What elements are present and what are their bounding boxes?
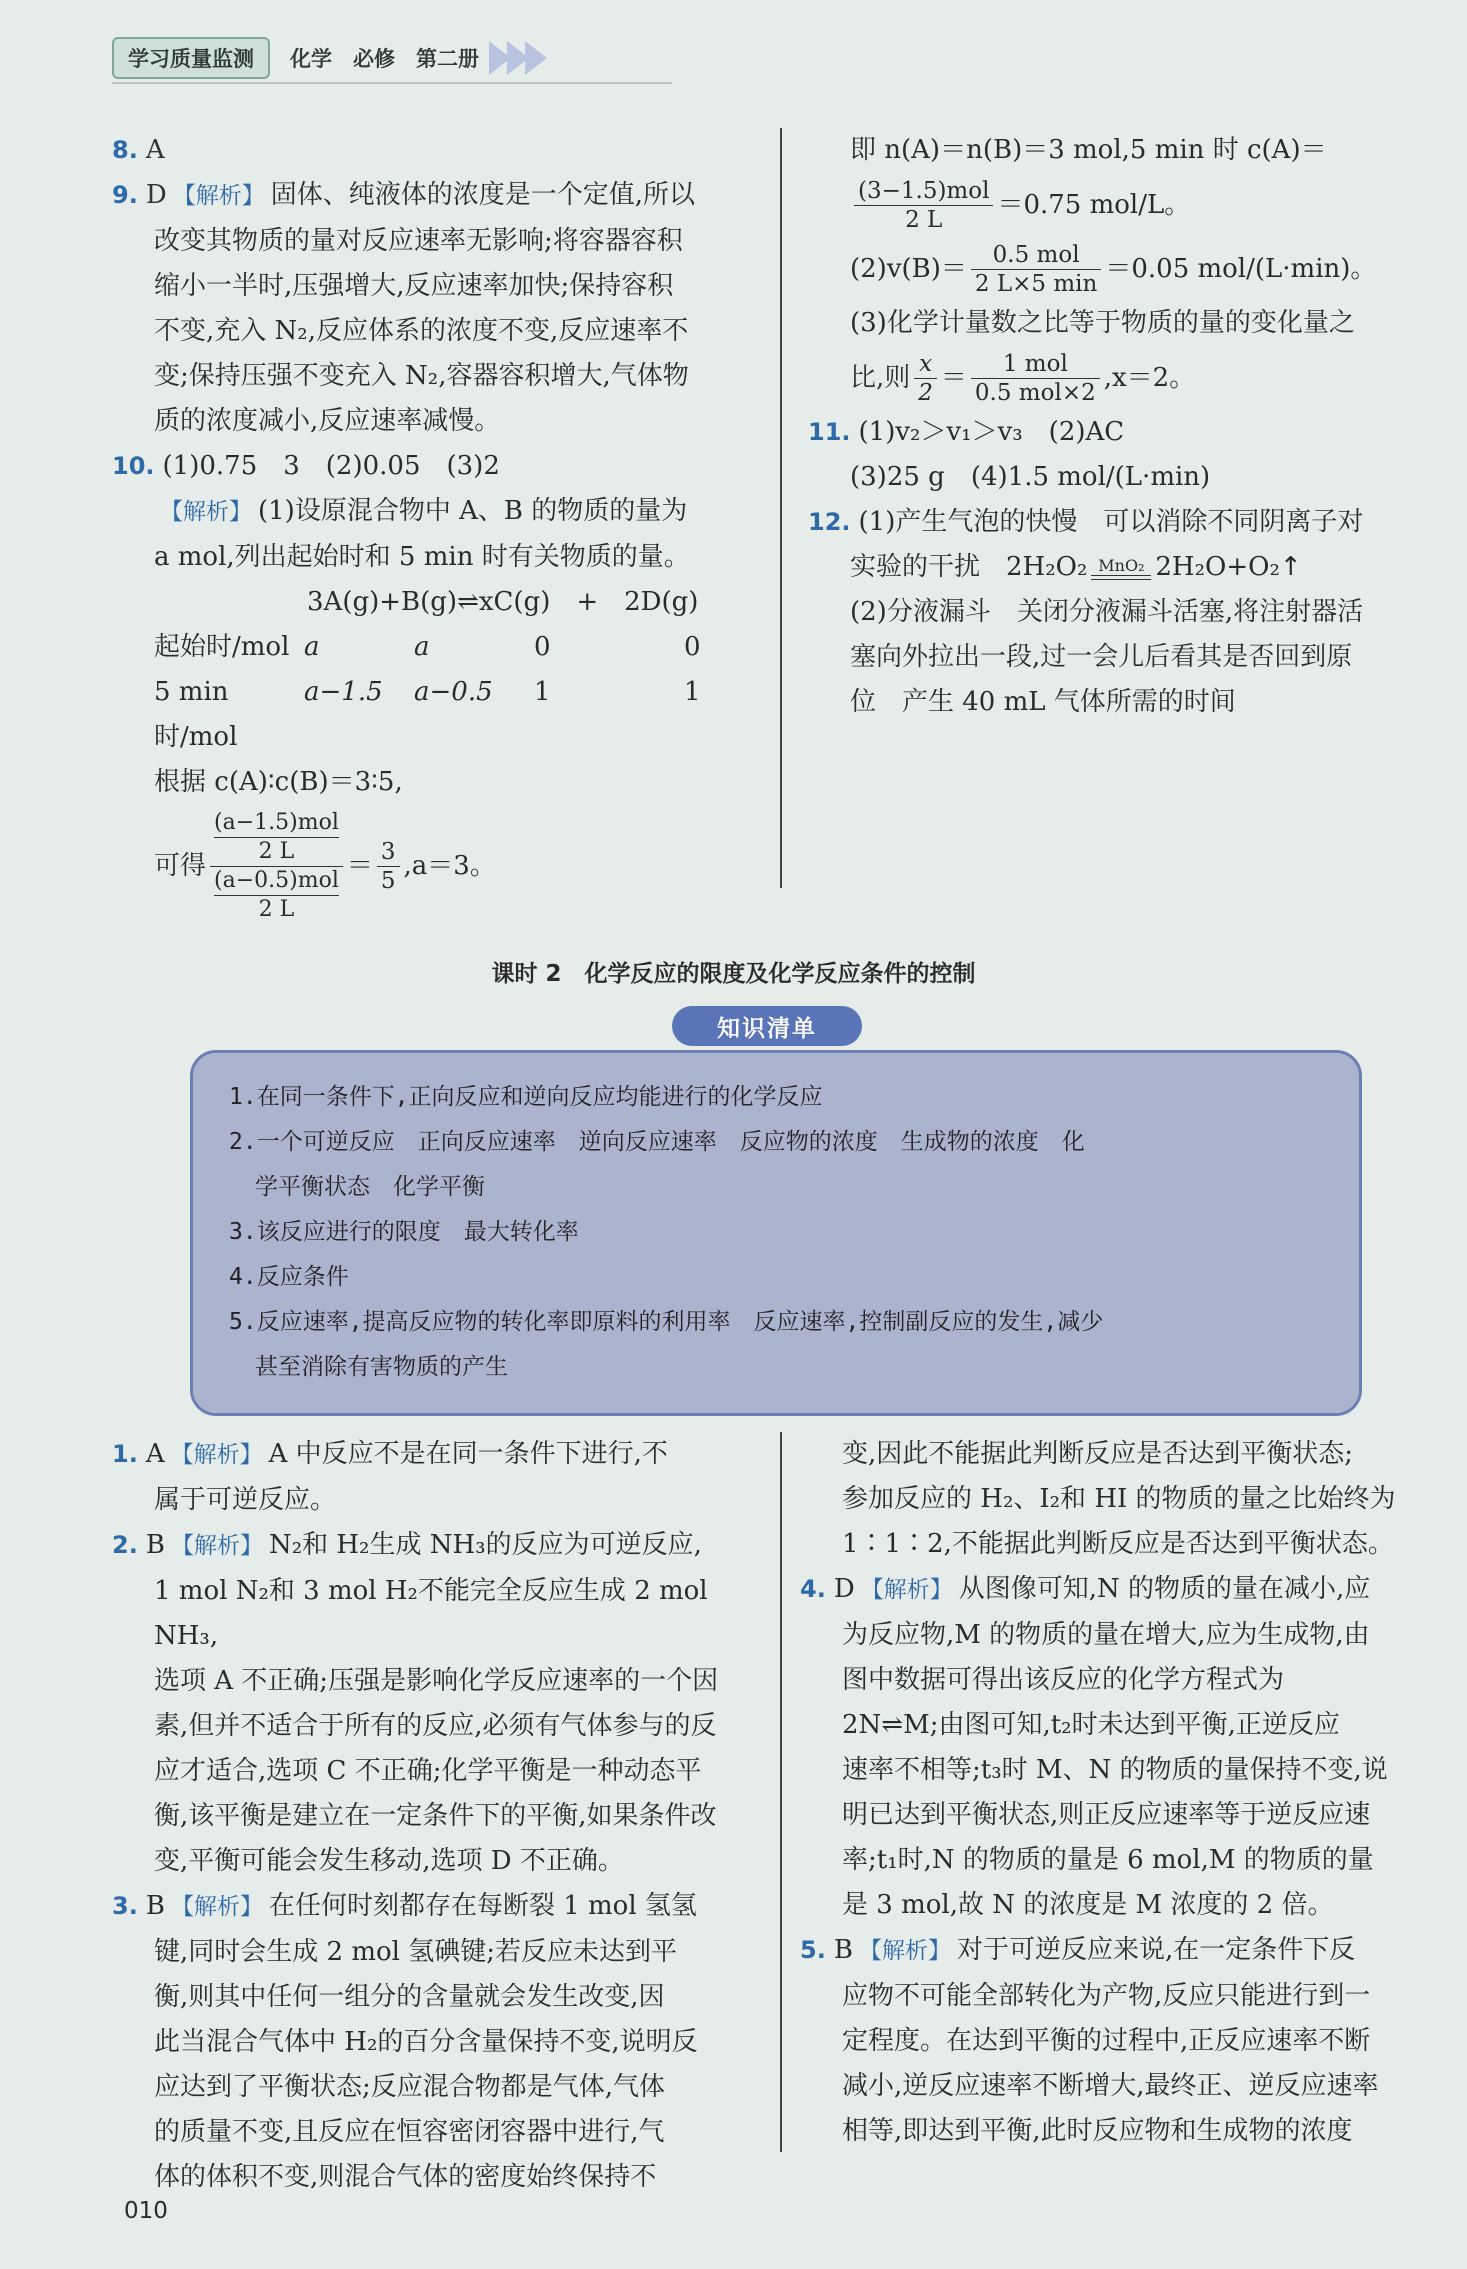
text-line: 质的浓度减小,反应速率减慢。 xyxy=(154,406,501,436)
text-line: 相等,即达到平衡,此时反应物和生成物的浓度 xyxy=(842,2116,1353,2146)
knowledge-box xyxy=(190,1050,1362,1416)
text-line: 的质量不变,且反应在恒容密闭容器中进行,气 xyxy=(154,2117,665,2147)
text-line: 1∶1∶2,不能据此判断反应是否达到平衡状态。 xyxy=(842,1529,1394,1559)
text-line: 即 n(A)＝n(B)＝3 mol,5 min 时 c(A)＝ xyxy=(850,135,1327,165)
text-line: 衡,该平衡是建立在一定条件下的平衡,如果条件改 xyxy=(154,1801,717,1831)
gas-arrow-icon: ↑ xyxy=(1279,552,1302,582)
knowledge-item: 3.该反应进行的限度 最大转化率 xyxy=(229,1219,579,1245)
text-line: 素,但并不适合于所有的反应,必须有气体参与的反 xyxy=(154,1711,717,1741)
knowledge-list-badge: 知识清单 xyxy=(672,1006,862,1046)
text-line: 改变其物质的量对反应速率无影响;将容器容积 xyxy=(154,226,683,256)
text-line: 减小,逆反应速率不断增大,最终正、逆反应速率 xyxy=(842,2071,1379,2101)
text-line: 为反应物,M 的物质的量在增大,应为生成物,由 xyxy=(842,1620,1370,1650)
reaction-line: 实验的干扰 2H₂O₂ MnO₂ 2H₂O+O₂ ↑ xyxy=(808,545,1448,590)
fraction-line: (2)v(B)＝ $\frac{\text{0.5 mol}}{2 L\times 5 \min}$ ＝0.05 mol/(L·min)。 xyxy=(850,241,1377,297)
running-header xyxy=(112,36,672,80)
answer-3: 3. B 【解析】 在任何时刻都存在每断裂 1 mol 氢氢 xyxy=(112,1891,697,1921)
top-left-column xyxy=(112,128,752,924)
fraction-line: 比,则 $\frac{x}{2}$ ＝ $\frac{\text{1 mol}}{\text{0.5 mol×2}}$ ,x＝2。 xyxy=(850,350,1196,406)
knowledge-item: 甚至消除有害物质的产生 xyxy=(255,1354,508,1380)
knowledge-item: 2.一个可逆反应 正向反应速率 逆向反应速率 反应物的浓度 生成物的浓度 化 xyxy=(229,1129,1085,1155)
text-line: 衡,则其中任何一组分的含量就会发生改变,因 xyxy=(154,1982,665,2012)
answer-8: 8. A xyxy=(112,135,165,165)
table-row: 起始时/mol a a 0 0 xyxy=(154,632,701,662)
column-divider xyxy=(780,1432,782,2152)
text-line: 率;t₁时,N 的物质的量是 6 mol,M 的物质的量 xyxy=(842,1845,1374,1875)
bottom-left-column xyxy=(112,1432,762,2200)
text-line: 定程度。在达到平衡的过程中,正反应速率不断 xyxy=(842,2026,1371,2056)
text-line: 是 3 mol,故 N 的浓度是 M 浓度的 2 倍。 xyxy=(842,1890,1334,1920)
text-line: 位 产生 40 mL 气体所需的时间 xyxy=(850,687,1236,717)
section-title: 课时 2 化学反应的限度及化学反应条件的控制 xyxy=(491,961,976,987)
text-line: (3)化学计量数之比等于物质的量的变化量之 xyxy=(850,308,1355,338)
text-line: (2)分液漏斗 关闭分液漏斗活塞,将注射器活 xyxy=(850,597,1364,627)
text-line: 应才适合,选项 C 不正确;化学平衡是一种动态平 xyxy=(154,1756,702,1786)
text-line: 图中数据可得出该反应的化学方程式为 xyxy=(842,1665,1285,1695)
answer-1: 1. A 【解析】 A 中反应不是在同一条件下进行,不 xyxy=(112,1439,668,1469)
top-right-column xyxy=(808,128,1448,725)
text-line: 缩小一半时,压强增大,反应速率加快;保持容积 xyxy=(154,271,674,301)
text-line: 参加反应的 H₂、I₂和 HI 的物质的量之比始终为 xyxy=(842,1484,1396,1514)
text-line: 属于可逆反应。 xyxy=(154,1485,337,1515)
text-line: (3)25 g (4)1.5 mol/(L·min) xyxy=(850,462,1211,492)
text-line: 不变,充入 N₂,反应体系的浓度不变,反应速率不 xyxy=(154,316,689,346)
text-line: 应物不可能全部转化为产物,反应只能进行到一 xyxy=(842,1981,1371,2011)
text-line: 1 mol N₂和 3 mol H₂不能完全反应生成 2 mol NH₃, xyxy=(154,1576,708,1651)
answer-4: 4. D 【解析】 从图像可知,N 的物质的量在减小,应 xyxy=(800,1574,1371,1604)
fraction-equation: 可得 (a−1.5)mol 2 L (a−0.5)mol 2 L ＝ $\frac{3}{5}$ ,a＝3。 xyxy=(154,810,496,922)
column-divider xyxy=(780,128,782,888)
page-number: 010 xyxy=(124,2198,168,2224)
table-row: 5 min时/mol a−1.5 a−0.5 1 1 xyxy=(154,677,701,752)
answer-12: 12. (1)产生气泡的快慢 可以消除不同阴离子对 xyxy=(808,507,1364,537)
text-line: 速率不相等;t₃时 M、N 的物质的量保持不变,说 xyxy=(842,1755,1388,1785)
knowledge-item: 4.反应条件 xyxy=(229,1264,349,1290)
text-line: 此当混合气体中 H₂的百分含量保持不变,说明反 xyxy=(154,2027,698,2057)
text-line: 变,平衡可能会发生移动,选项 D 不正确。 xyxy=(154,1846,624,1876)
answer-5: 5. B 【解析】 对于可逆反应来说,在一定条件下反 xyxy=(800,1935,1356,1965)
text-line: 明已达到平衡状态,则正反应速率等于逆反应速 xyxy=(842,1800,1371,1830)
header-tag: 学习质量监测 xyxy=(112,37,270,79)
answer-2: 2. B 【解析】 N₂和 H₂生成 NH₃的反应为可逆反应, xyxy=(112,1530,702,1560)
knowledge-item: 1.在同一条件下,正向反应和逆向反应均能进行的化学反应 xyxy=(229,1084,823,1110)
text-line: 【解析】 (1)设原混合物中 A、B 的物质的量为 xyxy=(160,496,688,526)
bottom-right-column xyxy=(800,1432,1450,2154)
knowledge-item: 5.反应速率,提高反应物的转化率即原料的利用率 反应速率,控制副反应的发生,减少 xyxy=(229,1309,1104,1335)
text-line: 塞向外拉出一段,过一会儿后看其是否回到原 xyxy=(850,642,1353,672)
text-line: 体的体积不变,则混合气体的密度始终保持不 xyxy=(154,2162,657,2192)
text-line: 选项 A 不正确;压强是影响化学反应速率的一个因 xyxy=(154,1666,719,1696)
text-line: a mol,列出起始时和 5 min 时有关物质的量。 xyxy=(154,542,690,572)
knowledge-item: 学平衡状态 化学平衡 xyxy=(255,1174,485,1200)
header-rule xyxy=(112,82,672,84)
answer-9: 9. D 【解析】 固体、纯液体的浓度是一个定值,所以 xyxy=(112,180,695,210)
chevron-decoration-icon xyxy=(493,41,547,75)
answer-11: 11. (1)v₂＞v₁＞v₃ (2)AC xyxy=(808,417,1125,447)
text-line: 2N⇌M;由图可知,t₂时未达到平衡,正逆反应 xyxy=(842,1710,1340,1740)
header-subtitle: 化学 必修 第二册 xyxy=(290,47,479,71)
text-line: 根据 c(A)∶c(B)＝3∶5, xyxy=(154,767,403,797)
text-line: 变,因此不能据此判断反应是否达到平衡状态; xyxy=(842,1439,1354,1469)
text-line: 键,同时会生成 2 mol 氢碘键;若反应未达到平 xyxy=(154,1937,677,1967)
text-line: 应达到了平衡状态;反应混合物都是气体,气体 xyxy=(154,2072,666,2102)
fraction-line: $\frac{\text{(3−1.5)mol}}{2 L}$ ＝0.75 mol/L。 xyxy=(808,173,1448,237)
answer-10: 10. (1)0.75 3 (2)0.05 (3)2 xyxy=(112,451,500,481)
reaction-equation: 3A(g)+B(g)⇌xC(g) + 2D(g) xyxy=(307,587,699,617)
text-line: 变;保持压强不变充入 N₂,容器容积增大,气体物 xyxy=(154,361,689,391)
